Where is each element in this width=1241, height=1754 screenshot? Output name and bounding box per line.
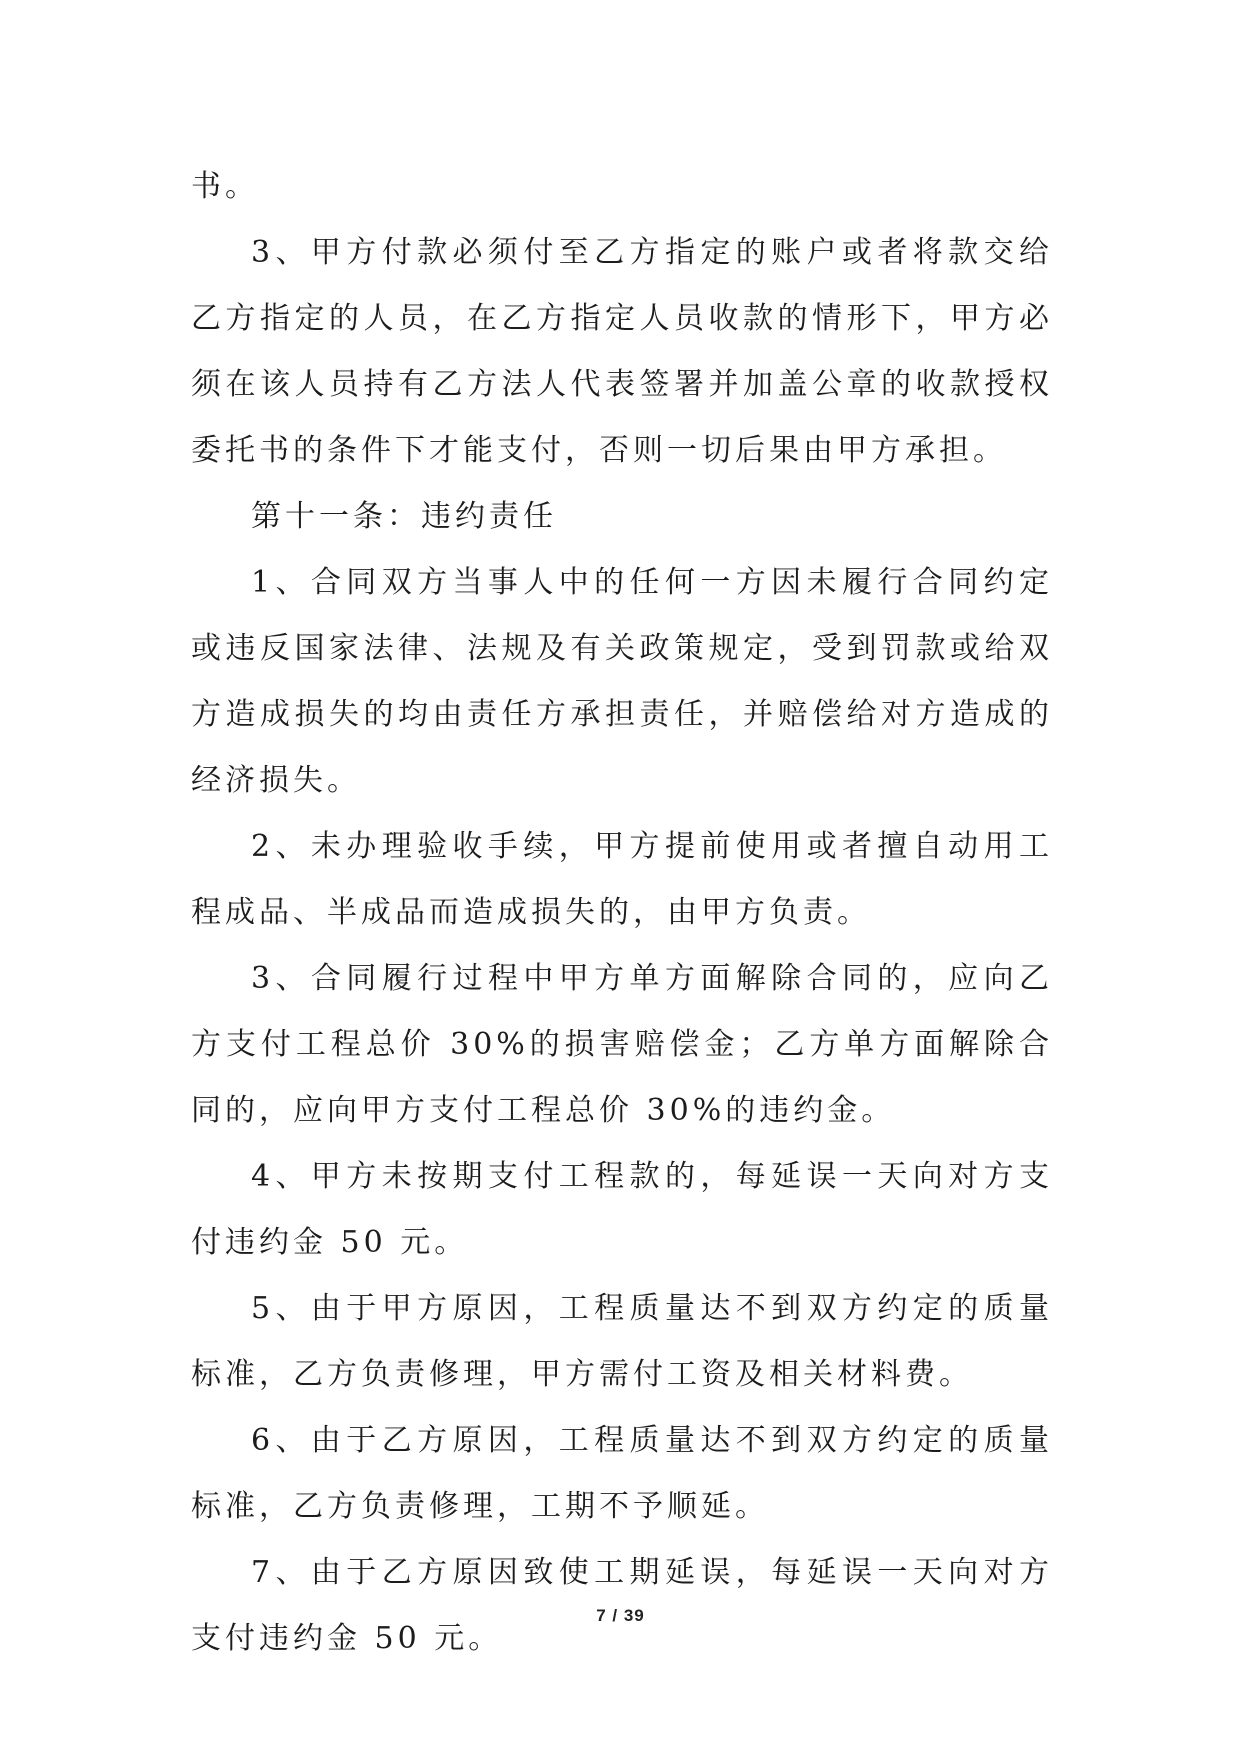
paragraph: 4、甲方未按期支付工程款的，每延误一天向对方支付违约金 50 元。	[191, 1159, 1053, 1260]
paragraph: 5、由于甲方原因，工程质量达不到双方约定的质量标准，乙方负责修理，甲方需付工资及相关材料费。	[191, 1291, 1053, 1392]
paragraph: 3、甲方付款必须付至乙方指定的账户或者将款交给乙方指定的人员，在乙方指定人员收款的情形下，甲方必须在该人员持有乙方法人代表签署并加盖公章的收款授权委托书的条件下才能支付，否则一切后果由甲方承担。	[191, 235, 1053, 468]
paragraph: 7、由于乙方原因致使工期延误，每延误一天向对方支付违约金 50 元。	[191, 1555, 1053, 1656]
paragraph: 书。	[191, 169, 259, 204]
paragraph: 1、合同双方当事人中的任何一方因未履行合同约定或违反国家法律、法规及有关政策规定，受到罚款或给双方造成损失的均由责任方承担责任，并赔偿给对方造成的经济损失。	[191, 565, 1053, 798]
document-body	[191, 154, 1053, 1672]
paragraph: 2、未办理验收手续，甲方提前使用或者擅自动用工程成品、半成品而造成损失的，由甲方负责。	[191, 829, 1053, 930]
paragraph: 6、由于乙方原因，工程质量达不到双方约定的质量标准，乙方负责修理，工期不予顺延。	[191, 1423, 1053, 1524]
paragraph: 3、合同履行过程中甲方单方面解除合同的，应向乙方支付工程总价 30%的损害赔偿金；乙方单方面解除合同的，应向甲方支付工程总价 30%的违约金。	[191, 961, 1053, 1128]
page-number: 7 / 39	[596, 1606, 645, 1625]
section-heading: 第十一条：违约责任	[251, 499, 557, 534]
